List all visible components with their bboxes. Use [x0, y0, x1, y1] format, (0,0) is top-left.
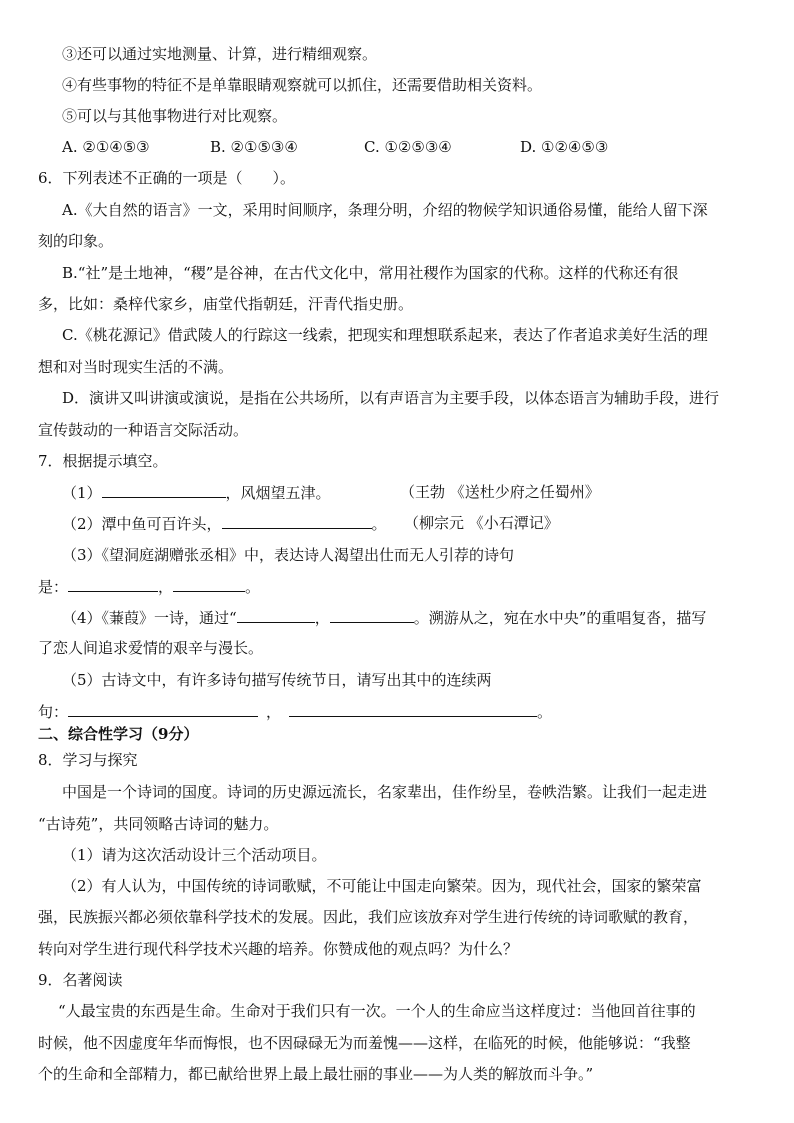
- q7-sub-1: [62, 482, 331, 503]
- q7-blank-3b[interactable]: [173, 576, 245, 592]
- q7-blank-2[interactable]: [222, 513, 372, 529]
- q7-sub-3-comma: ，: [158, 578, 174, 596]
- q8-part-2-line1: （2）有人认为，中国传统的诗词歌赋，不可能让中国走向繁荣。因为，现代社会，国家的繁荣富: [62, 877, 702, 895]
- q7-sub-3-prefix: 是：: [38, 578, 69, 596]
- q9-quote-line2: 时候，他不因虚度年华而悔恨，也不因碌碌无为而羞愧——这样，在临死的时候，他能够说：“我整: [38, 1034, 691, 1052]
- q9-quote-line3: 个的生命和全部精力，都已献给世界上最上最壮丽的事业——为人类的解放而斗争。”: [38, 1065, 594, 1083]
- q7-sub-2-source: （柳宗元 《小石潭记》: [404, 514, 559, 532]
- q7-sub-5-comma: ，: [266, 703, 282, 721]
- q7-sub-2-end: 。: [371, 515, 387, 533]
- q5-option-d: D. ①②④⑤③: [520, 138, 609, 156]
- section-2-title: 二、综合性学习（9分）: [38, 725, 199, 743]
- q7-sub-5-line2: [38, 701, 552, 722]
- q6-option-c-line1: C.《桃花源记》借武陵人的行踪这一线索，把现实和理想联系起来，表达了作者追求美好生活的理: [62, 326, 708, 344]
- q7-blank-5b[interactable]: [289, 701, 537, 717]
- q7-blank-5a[interactable]: [68, 701, 258, 717]
- q6-option-d-line1: D．演讲又叫讲演或演说，是指在公共场所，以有声语言为主要手段，以体态语言为辅助手段，进行: [62, 389, 720, 407]
- q6-option-c-line2: 想和对当时现实生活的不满。: [38, 358, 234, 376]
- q6-stem: 6．下列表述不正确的一项是（ ）。: [38, 169, 296, 187]
- q7-blank-3a[interactable]: [68, 576, 158, 592]
- q5-item-4: ④有些事物的特征不是单靠眼睛观察就可以抓住，还需要借助相关资料。: [62, 76, 543, 94]
- q8-stem: 8．学习与探究: [38, 751, 138, 769]
- q7-sub-5-end: 。: [537, 703, 553, 721]
- q6-option-a-line2: 刻的印象。: [38, 232, 114, 250]
- q7-sub-4-suffix: 。溯游从之，宛在水中央”的重唱复沓，描写: [413, 609, 707, 627]
- q8-part-2-line2: 强，民族振兴都必须依靠科学技术的发展。因此，我们应该放弃对学生进行传统的诗词歌赋的教育，: [38, 908, 699, 926]
- q7-stem: 7．根据提示填空。: [38, 452, 168, 470]
- q5-item-5: ⑤可以与其他事物进行对比观察。: [62, 107, 288, 125]
- q5-item-3: ③还可以通过实地测量、计算，进行精细观察。: [62, 45, 378, 63]
- q9-quote-line1: “人最宝贵的东西是生命。生命对于我们只有一次。一个人的生命应当这样度过：当他回首往事的: [58, 1002, 696, 1020]
- q7-sub-5-line1: （5）古诗文中，有许多诗句描写传统节日，请写出其中的连续两: [62, 671, 492, 689]
- q7-sub-3-end: 。: [245, 578, 261, 596]
- q8-intro-line2: “古诗苑”，共同领略古诗词的魅力。: [38, 815, 279, 833]
- q9-stem: 9．名著阅读: [38, 971, 123, 989]
- q8-intro-line1: 中国是一个诗词的国度。诗词的历史源远流长，名家辈出，佳作纷呈，卷帙浩繁。让我们一起走进: [62, 783, 708, 801]
- q5-option-a: A. ②①④⑤③: [62, 138, 150, 156]
- q7-blank-4a[interactable]: [237, 607, 315, 623]
- q7-sub-2-text: （2）潭中鱼可百许头，: [62, 515, 222, 533]
- q7-blank-4b[interactable]: [330, 607, 414, 623]
- q6-option-d-line2: 宣传鼓动的一种语言交际活动。: [38, 421, 249, 439]
- q7-sub-1-label: （1）: [62, 484, 102, 502]
- q7-sub-4-comma: ，: [314, 609, 330, 627]
- q6-option-a-line1: A.《大自然的语言》一文，采用时间顺序，条理分明，介绍的物候学知识通俗易懂，能给人留下深: [62, 201, 708, 219]
- q7-blank-1[interactable]: [102, 482, 226, 498]
- q7-sub-3-line1: （3）《望洞庭湖赠张丞相》中，表达诗人渴望出仕而无人引荐的诗句: [62, 546, 515, 564]
- q5-option-c: C. ①②⑤③④: [364, 138, 452, 156]
- q7-sub-4-line2: 了恋人间追求爱情的艰辛与漫长。: [38, 639, 264, 657]
- q7-sub-3-line2: [38, 576, 260, 597]
- q7-sub-4-line1: [62, 607, 706, 628]
- q7-sub-1-source: （王勃 《送杜少府之任蜀州》: [400, 483, 600, 501]
- q7-sub-1-text: ，风烟望五津。: [225, 484, 331, 502]
- q7-sub-4-prefix: （4）《蒹葭》一诗，通过“: [62, 609, 237, 627]
- q8-part-1: （1）请为这次活动设计三个活动项目。: [62, 846, 327, 864]
- q7-sub-2: [62, 513, 387, 534]
- q6-option-b-line1: B.“社”是土地神，“稷”是谷神，在古代文化中，常用社稷作为国家的代称。这样的代称还有很: [62, 264, 679, 282]
- q8-part-2-line3: 转向对学生进行现代科学技术兴趣的培养。你赞成他的观点吗？为什么？: [38, 940, 519, 958]
- q6-option-b-line2: 多，比如：桑梓代家乡，庙堂代指朝廷，汗青代指史册。: [38, 295, 414, 313]
- q7-sub-5-prefix: 句：: [38, 703, 69, 721]
- q5-option-b: B. ②①⑤③④: [210, 138, 298, 156]
